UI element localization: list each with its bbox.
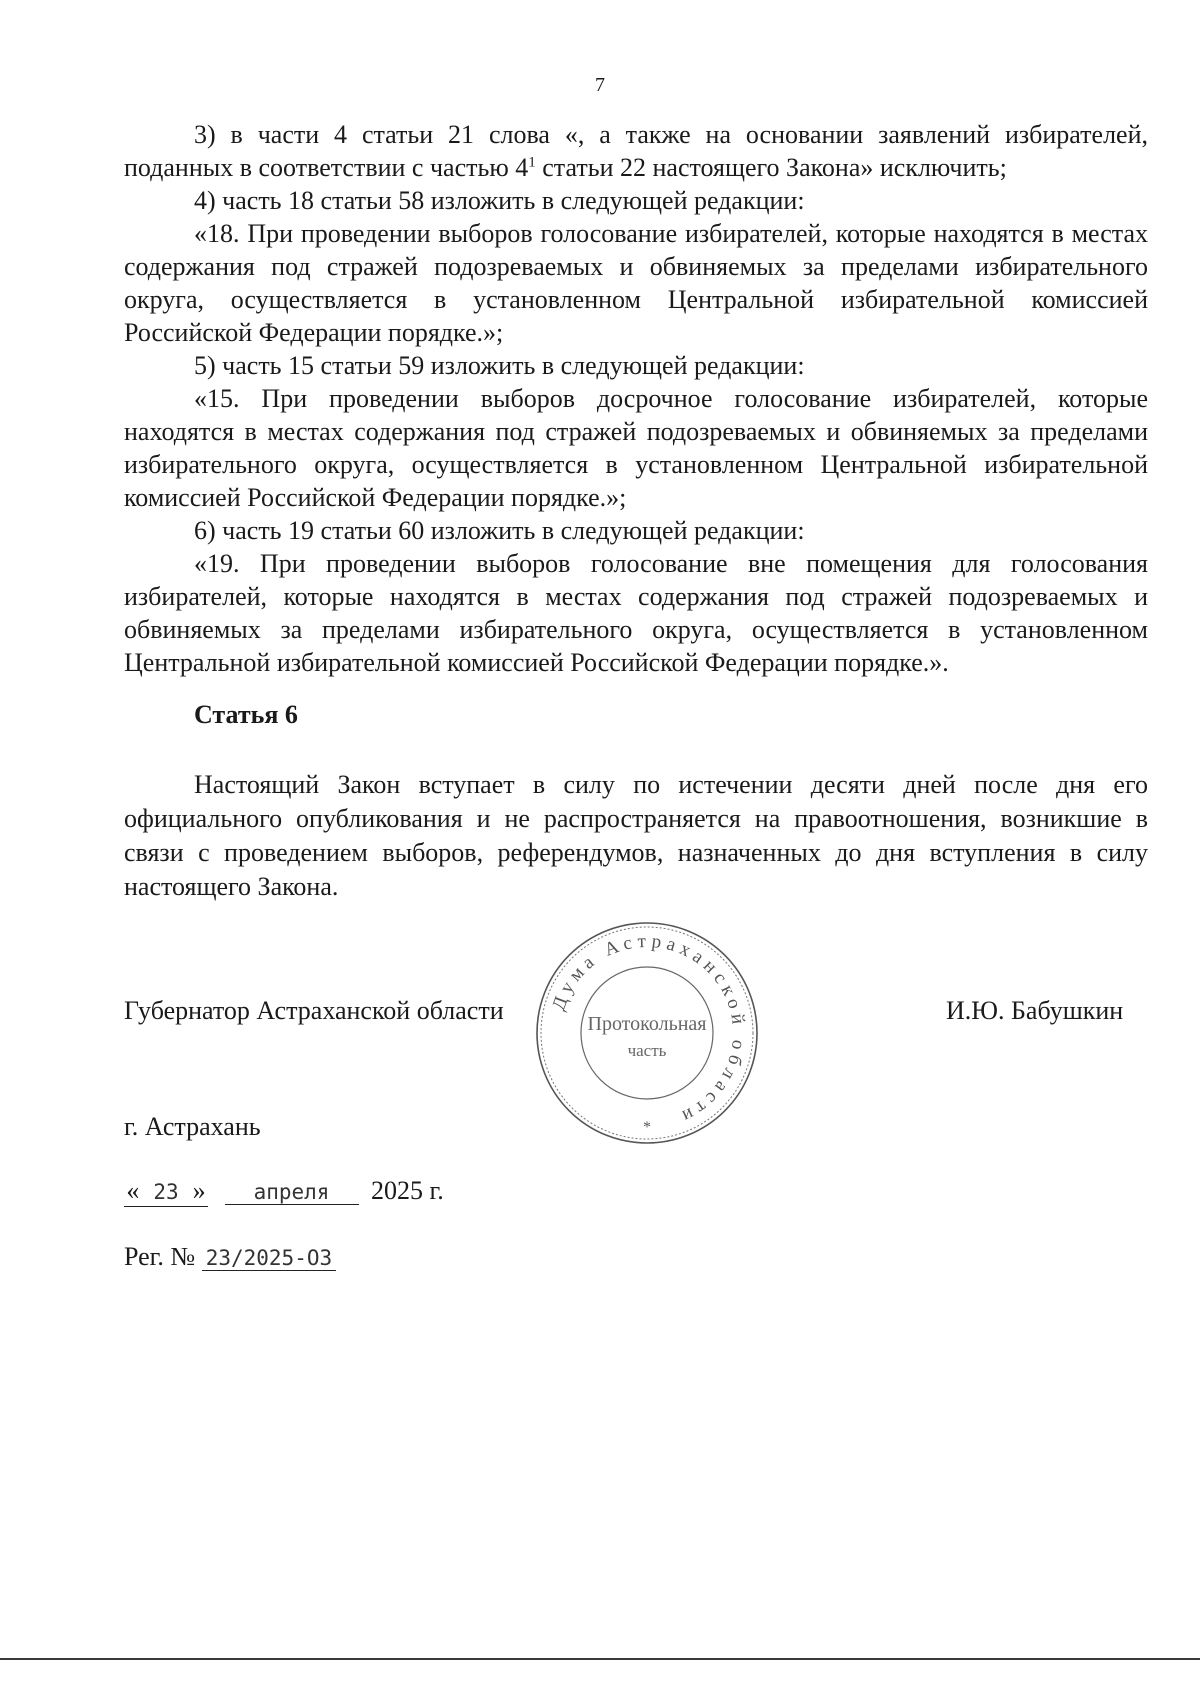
city: г. Астрахань xyxy=(124,1112,261,1141)
article-heading: Статья 6 xyxy=(194,700,298,729)
date-day: 23 xyxy=(153,1180,179,1204)
seal-ring-text: Дума Астраханской области xyxy=(548,930,750,1129)
amendment-quote-15: «15. При проведении выборов досрочное голосование избирателей, которые находятся в местах содержания под стражей подозреваемых и обвиняемых за пределами избирательного округа, осуществляется в установленном Центральной избирательной комиссией Российской Федерации порядке.»; xyxy=(124,384,1148,512)
amendment-quote-19: «19. При проведении выборов голосование вне помещения для голосования избирателей, которые находятся в местах содержания под стражей подозреваемых и обвиняемых за пределами избирательного округа, осуществляется в установленном Центральной избирательной комиссией Российской Федерации порядке.». xyxy=(124,549,1148,677)
date-month: апреля xyxy=(225,1180,359,1205)
amendment-item-3-text-a: 3) в части 4 статьи 21 слова «, а также на основании заявлений избирателей, поданных в соответствии с частью 4 xyxy=(124,120,1148,182)
registration-label: Рег. № xyxy=(124,1242,196,1271)
seal-center-line2: часть xyxy=(627,1041,667,1060)
date-year: 2025 г. xyxy=(371,1176,444,1205)
signatory-name: И.Ю. Бабушкин xyxy=(946,996,1124,1025)
page-number: 7 xyxy=(595,74,605,96)
amendment-item-6: 6) часть 19 статьи 60 изложить в следующей редакции: xyxy=(194,516,805,545)
date-day-field xyxy=(124,1176,208,1207)
seal-center-line1: Протокольная xyxy=(587,1013,707,1035)
superscript: 1 xyxy=(528,154,536,171)
signatory-position: Губернатор Астраханской области xyxy=(124,996,504,1025)
seal-star: * xyxy=(643,1119,651,1136)
date-close-quote: » xyxy=(192,1176,206,1205)
amendment-item-4: 4) часть 18 статьи 58 изложить в следующей редакции: xyxy=(194,186,805,215)
registration-line xyxy=(124,1242,336,1272)
article-body xyxy=(124,768,1148,904)
amendment-item-5: 5) часть 15 статьи 59 изложить в следующей редакции: xyxy=(194,351,805,380)
article-text: Настоящий Закон вступает в силу по истечении десяти дней после дня его официального опубликования и не распространяется на правоотношения, возникшие в связи с проведением выборов, референдумов, назначенных до дня вступления в силу настоящего Закона. xyxy=(124,770,1148,901)
date-open-quote: « xyxy=(126,1176,140,1205)
official-seal-stamp xyxy=(532,918,762,1148)
amendments-section xyxy=(124,118,1148,679)
amendment-item-3-text-b: статьи 22 настоящего Закона» исключить; xyxy=(535,153,1007,182)
bottom-rule xyxy=(0,1658,1200,1660)
amendment-quote-18: «18. При проведении выборов голосование избирателей, которые находятся в местах содержания под стражей подозреваемых и обвиняемых за пределами избирательного округа, осуществляется в установленном Центральной избирательной комиссией Российской Федерации порядке.»; xyxy=(124,219,1148,347)
amendment-item-3 xyxy=(124,118,1148,184)
registration-number: 23/2025-ОЗ xyxy=(202,1246,336,1271)
date-line xyxy=(124,1176,444,1207)
